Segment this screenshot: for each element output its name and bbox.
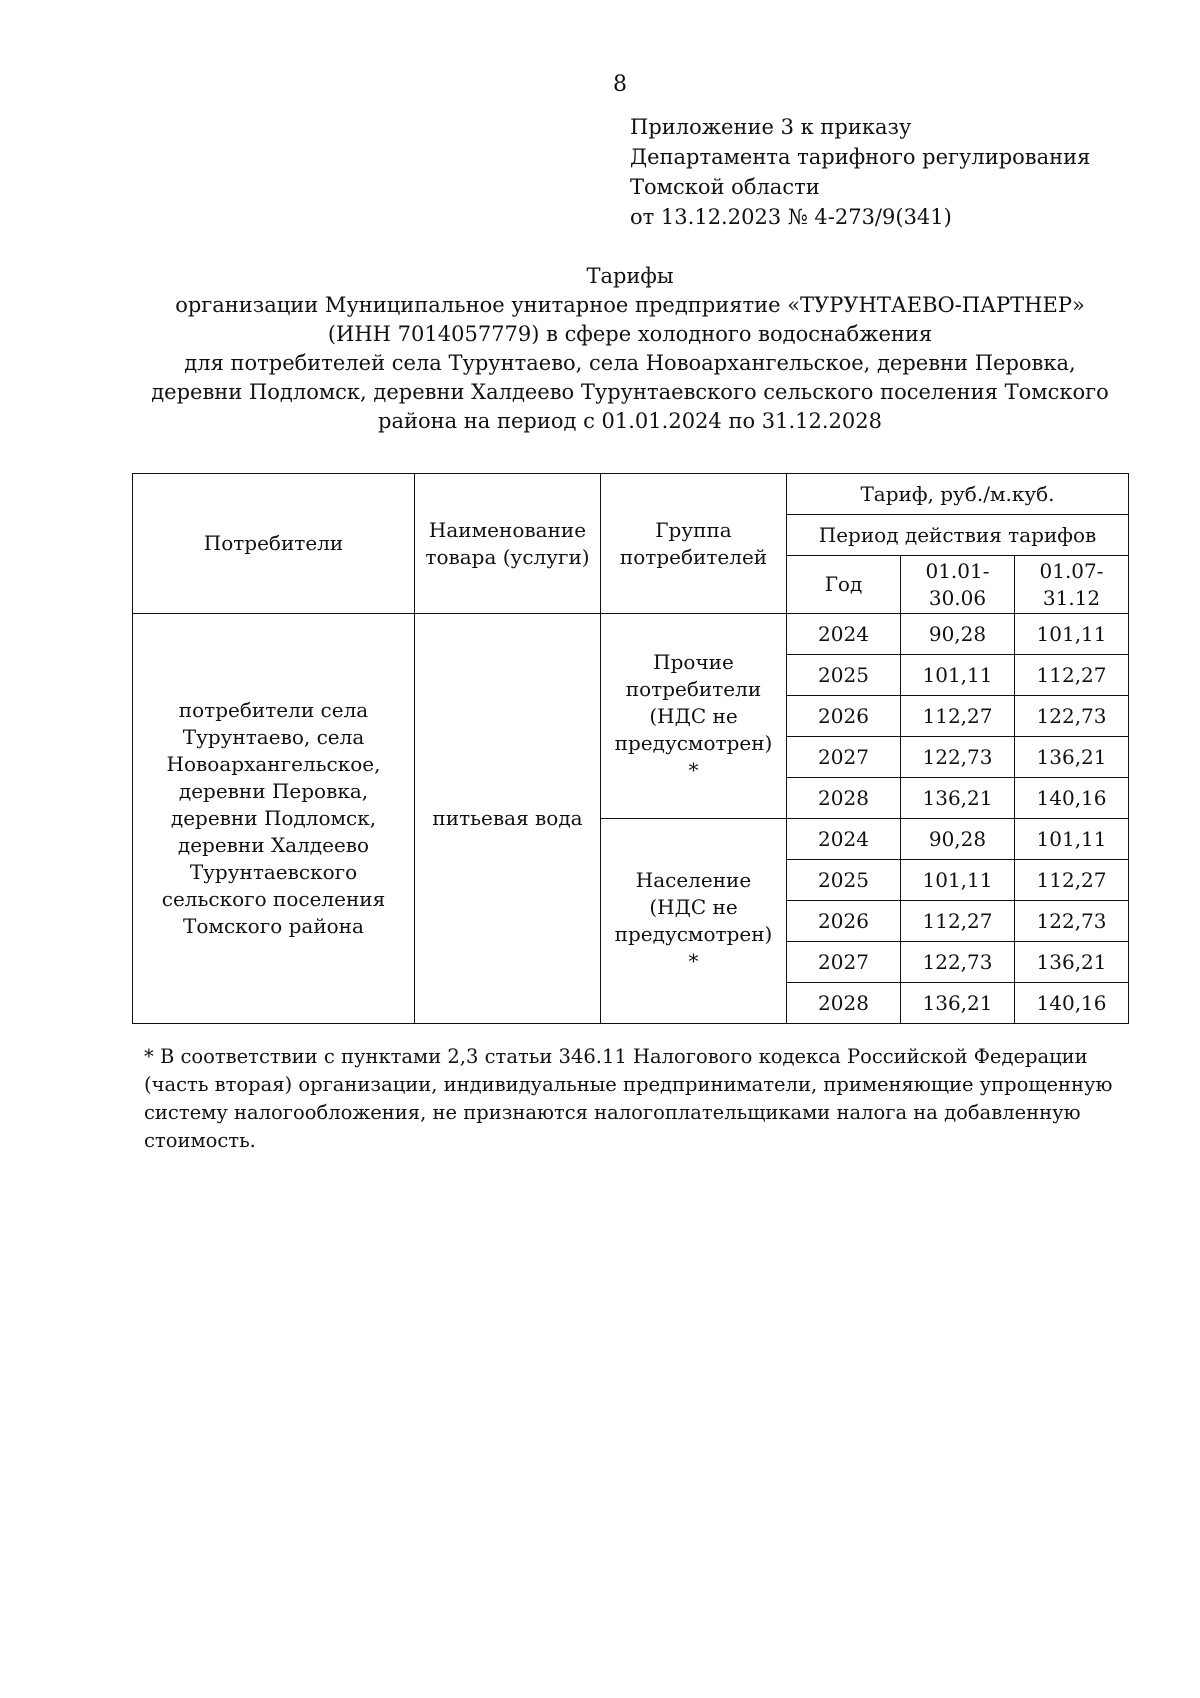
header-consumers: Потребители bbox=[133, 474, 415, 614]
tariff-first-half: 101,11 bbox=[901, 655, 1015, 696]
year-cell: 2024 bbox=[787, 819, 901, 860]
consumers-line: Турунтаево, села bbox=[182, 725, 365, 749]
tariff-second-half: 112,27 bbox=[1015, 860, 1129, 901]
consumers-line: деревни Подломск, bbox=[170, 806, 377, 830]
consumers-line: сельского поселения bbox=[161, 887, 386, 911]
tariff-second-half: 112,27 bbox=[1015, 655, 1129, 696]
year-cell: 2026 bbox=[787, 901, 901, 942]
group-cell bbox=[601, 819, 787, 1024]
page-number: 8 bbox=[613, 72, 627, 97]
header-group bbox=[601, 474, 787, 614]
year-cell: 2024 bbox=[787, 614, 901, 655]
consumers-line: деревни Халдеево bbox=[177, 833, 370, 857]
footnote-line: систему налогообложения, не признаются налогоплательщиками налога на добавленную bbox=[144, 1101, 1081, 1124]
appendix-line: Департамента тарифного регулирования bbox=[630, 145, 1091, 169]
header-first-half bbox=[901, 556, 1015, 614]
group-line: предусмотрен) bbox=[614, 730, 773, 755]
year-cell: 2028 bbox=[787, 778, 901, 819]
tariff-first-half: 90,28 bbox=[901, 614, 1015, 655]
appendix-header bbox=[630, 112, 1090, 232]
year-cell: 2026 bbox=[787, 696, 901, 737]
consumers-line: Томского района bbox=[183, 914, 364, 938]
tariff-first-half: 101,11 bbox=[901, 860, 1015, 901]
title-line: деревни Подломск, деревни Халдеево Турунтаевского сельского поселения Томского bbox=[151, 380, 1109, 404]
tariff-second-half: 140,16 bbox=[1015, 983, 1129, 1024]
title-line: (ИНН 7014057779) в сфере холодного водоснабжения bbox=[327, 322, 933, 346]
year-cell: 2028 bbox=[787, 983, 901, 1024]
footnote-line: (часть вторая) организации, индивидуальные предприниматели, применяющие упрощенную bbox=[144, 1073, 1113, 1096]
tariff-table bbox=[132, 473, 1129, 1024]
footnote bbox=[144, 1043, 1124, 1155]
tariff-first-half: 112,27 bbox=[901, 901, 1015, 942]
group-line: потребители bbox=[625, 676, 762, 701]
consumers-line: Новоархангельское, bbox=[166, 752, 381, 776]
header-second-half-line: 01.07- bbox=[1039, 558, 1104, 583]
tariff-second-half: 136,21 bbox=[1015, 942, 1129, 983]
tariff-first-half: 136,21 bbox=[901, 983, 1015, 1024]
group-line: предусмотрен) bbox=[614, 922, 773, 946]
group-line: (НДС не bbox=[649, 895, 738, 919]
appendix-line: Приложение 3 к приказу bbox=[630, 115, 912, 139]
group-line: * bbox=[688, 757, 699, 782]
tariff-first-half: 122,73 bbox=[901, 942, 1015, 983]
consumers-cell bbox=[133, 614, 415, 1024]
tariff-second-half: 122,73 bbox=[1015, 901, 1129, 942]
group-line: (НДС не bbox=[649, 703, 738, 728]
tariff-second-half: 122,73 bbox=[1015, 696, 1129, 737]
header-year: Год bbox=[787, 556, 901, 614]
footnote-line: * В соответствии с пунктами 2,3 статьи 346.11 Налогового кодекса Российской Федерации bbox=[144, 1045, 1088, 1068]
year-cell: 2025 bbox=[787, 655, 901, 696]
header-goods-line: Наименование bbox=[428, 517, 587, 542]
group-line: Население bbox=[635, 868, 752, 892]
header-period: Период действия тарифов bbox=[787, 515, 1129, 556]
header-first-half-line: 30.06 bbox=[928, 585, 987, 610]
appendix-line: Томской области bbox=[630, 175, 820, 199]
tariff-first-half: 136,21 bbox=[901, 778, 1015, 819]
year-cell: 2027 bbox=[787, 942, 901, 983]
title-line: для потребителей села Турунтаево, села Новоархангельское, деревни Перовка, bbox=[184, 351, 1076, 375]
header-tariff: Тариф, руб./м.куб. bbox=[787, 474, 1129, 515]
tariff-first-half: 90,28 bbox=[901, 819, 1015, 860]
tariff-second-half: 136,21 bbox=[1015, 737, 1129, 778]
header-group-line: Группа bbox=[655, 517, 732, 542]
header-goods-line: товара (услуги) bbox=[425, 544, 590, 569]
goods-cell: питьевая вода bbox=[415, 614, 601, 1024]
tariff-first-half: 122,73 bbox=[901, 737, 1015, 778]
title-line: организации Муниципальное унитарное предприятие «ТУРУНТАЕВО-ПАРТНЕР» bbox=[175, 293, 1085, 317]
group-cell bbox=[601, 614, 787, 819]
title-line: района на период с 01.01.2024 по 31.12.2028 bbox=[378, 409, 882, 433]
footnote-line: стоимость. bbox=[144, 1129, 256, 1152]
appendix-line: от 13.12.2023 № 4-273/9(341) bbox=[630, 205, 952, 229]
document-title bbox=[120, 262, 1140, 436]
title-line: Тарифы bbox=[586, 264, 674, 288]
group-line: * bbox=[688, 949, 699, 973]
header-goods bbox=[415, 474, 601, 614]
consumers-line: потребители села bbox=[178, 698, 369, 722]
consumers-line: деревни Перовка, bbox=[178, 779, 369, 803]
header-group-line: потребителей bbox=[619, 544, 768, 569]
table-row bbox=[133, 614, 1129, 655]
group-line: Прочие bbox=[653, 649, 734, 674]
header-second-half-line: 31.12 bbox=[1042, 585, 1101, 610]
header-second-half bbox=[1015, 556, 1129, 614]
tariff-second-half: 140,16 bbox=[1015, 778, 1129, 819]
header-first-half-line: 01.01- bbox=[925, 558, 990, 583]
tariff-first-half: 112,27 bbox=[901, 696, 1015, 737]
tariff-second-half: 101,11 bbox=[1015, 819, 1129, 860]
tariff-second-half: 101,11 bbox=[1015, 614, 1129, 655]
year-cell: 2027 bbox=[787, 737, 901, 778]
consumers-line: Турунтаевского bbox=[189, 860, 358, 884]
year-cell: 2025 bbox=[787, 860, 901, 901]
